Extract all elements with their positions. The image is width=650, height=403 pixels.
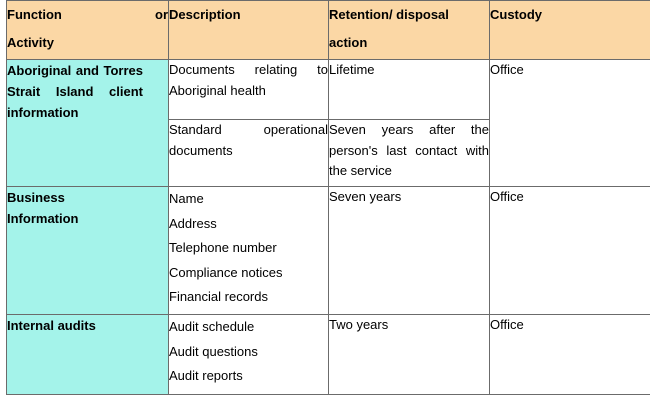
retention-cell [329, 315, 490, 395]
header-description [169, 1, 329, 60]
retention-cell [329, 60, 490, 120]
custody-cell [490, 315, 650, 395]
function-cell [7, 60, 169, 187]
description-cell [169, 187, 329, 315]
custody-cell [490, 187, 650, 315]
table-row [7, 60, 650, 120]
list-item: Audit questions [169, 343, 258, 359]
description-cell [169, 120, 329, 187]
custody-text: Office [490, 62, 524, 77]
header-retention-line1: Retention/ disposal [329, 7, 449, 22]
custody-text: Office [490, 189, 524, 204]
custody-cell [490, 60, 650, 187]
table-row [7, 315, 650, 395]
function-cell [7, 187, 169, 315]
function-cell [7, 315, 169, 395]
list-item: Name [169, 191, 204, 206]
header-retention-disposal [329, 1, 490, 60]
retention-text: Lifetime [329, 62, 375, 77]
header-custody-label: Custody [490, 7, 542, 22]
function-label: Business Information [7, 190, 79, 226]
list-item: Audit reports [169, 368, 243, 384]
description-cell [169, 315, 329, 395]
description-text: Standard operational documents [169, 122, 328, 158]
function-label: Aboriginal and Torres Strait Island client information [7, 63, 143, 120]
records-retention-table [6, 0, 650, 395]
retention-cell [329, 120, 490, 187]
header-function-activity [7, 1, 169, 60]
header-retention-line2: action [329, 35, 368, 50]
retention-text: Seven years [329, 189, 402, 204]
list-item: Financial records [169, 289, 268, 305]
description-text: Documents relating to Aboriginal health [169, 62, 328, 98]
table-row [7, 187, 650, 315]
header-row [7, 1, 650, 60]
list-item: Address [169, 215, 217, 231]
header-activity-word: Activity [7, 35, 54, 50]
custody-text: Office [490, 317, 524, 332]
list-item: Audit schedule [169, 319, 255, 334]
list-item: Telephone number [169, 240, 277, 256]
retention-text: Seven years after the person's last contact with the service [329, 122, 489, 178]
header-description-label: Description [169, 7, 241, 22]
retention-cell [329, 187, 490, 315]
header-function-word: Function [7, 7, 62, 22]
list-item: Compliance notices [169, 264, 283, 280]
header-custody [490, 1, 650, 60]
header-or-word: or [155, 7, 168, 22]
function-label: Internal audits [7, 318, 96, 333]
description-cell [169, 60, 329, 120]
retention-text: Two years [329, 317, 389, 332]
